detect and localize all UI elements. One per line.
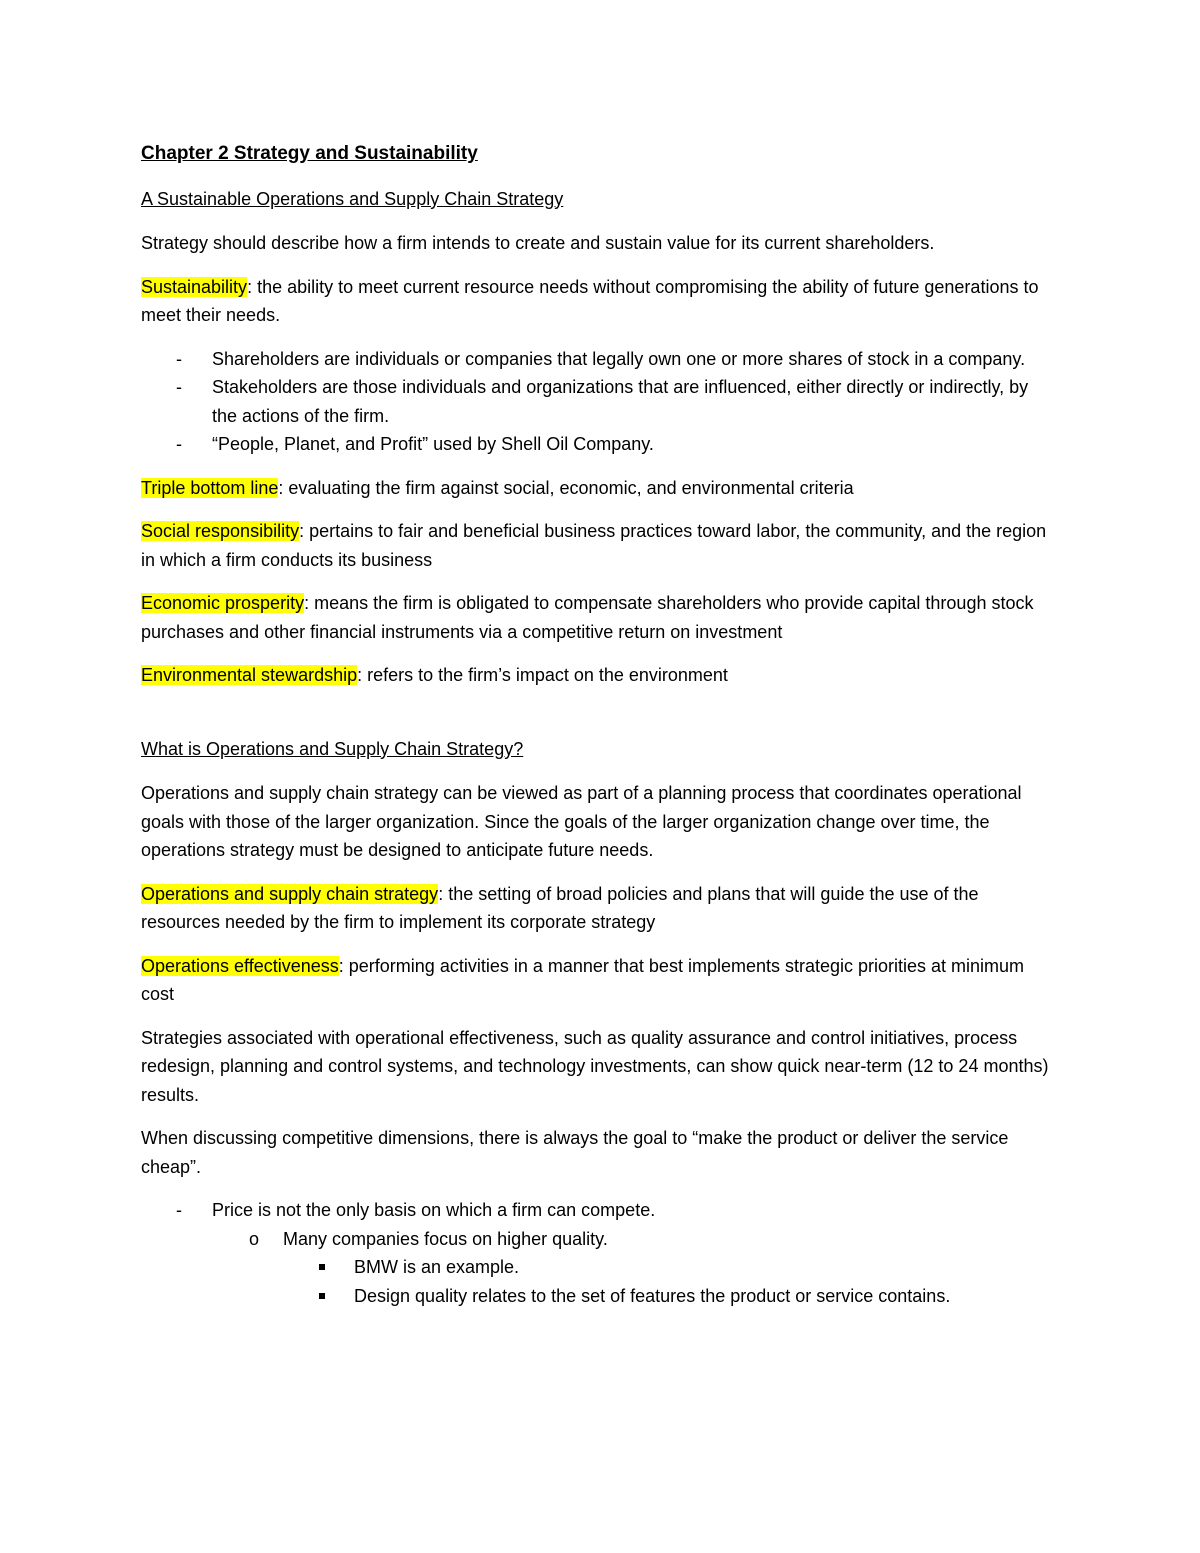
circle-bullet: o (249, 1228, 260, 1249)
highlighted-term: Social responsibility (141, 521, 300, 541)
environmental-stewardship-definition (141, 661, 1056, 690)
competitive-dimensions-paragraph: When discussing competitive dimensions, there is always the goal to “make the product or deliver the service cheap”. (141, 1128, 1009, 1177)
definition-text: : the setting of broad policies and plans that will guide the use of the resources needed by the firm to implement its corporate strategy (141, 883, 979, 932)
ops-effectiveness-definition (141, 952, 1056, 1009)
list-item: - Price is not the only basis on which a firm can compete. o Many companies focus on higher quality. BMW is an example. Design quality relates to the set of features the product or service contains. (141, 1196, 1056, 1310)
ops-strategy-intro: Operations and supply chain strategy can be viewed as part of a planning process that coordinates operational goals with those of the larger organization. Since the goals of the larger organization change over time, the operations strategy must be designed to anticipate future needs. (141, 783, 1022, 860)
dash-bullet: - (176, 1200, 182, 1220)
sustainability-definition (141, 273, 1056, 330)
square-bullet-icon (319, 1293, 325, 1299)
triple-bottom-line-definition (141, 474, 1056, 503)
definition-text: : evaluating the firm against social, economic, and environmental criteria (278, 477, 854, 498)
list-item: - Stakeholders are those individuals and organizations that are influenced, either directly or indirectly, by the actions of the firm. (141, 373, 1056, 430)
definition-text: : pertains to fair and beneficial business practices toward labor, the community, and the region in which a firm conducts its business (141, 521, 1047, 570)
list-item: - Shareholders are individuals or companies that legally own one or more shares of stock in a company. (141, 345, 1056, 374)
list-item: BMW is an example. (283, 1253, 1056, 1282)
definition-text: : the ability to meet current resource needs without compromising the ability of future generations to meet their needs. (141, 276, 1039, 325)
highlighted-term: Environmental stewardship (141, 665, 358, 685)
definition-text: : refers to the firm’s impact on the environment (357, 665, 728, 685)
economic-prosperity-definition (141, 589, 1056, 646)
definition-text: : performing activities in a manner that best implements strategic priorities at minimum cost (141, 955, 1025, 1004)
list-item: - “People, Planet, and Profit” used by Shell Oil Company. (141, 430, 1056, 459)
dash-bullet: - (176, 434, 182, 454)
sub-sub-list (283, 1253, 1056, 1310)
section-heading-sustainable: A Sustainable Operations and Supply Chain Strategy (141, 188, 564, 209)
square-bullet-icon (319, 1264, 325, 1270)
social-responsibility-definition (141, 517, 1056, 574)
highlighted-term: Economic prosperity (141, 593, 305, 613)
list-item: o Many companies focus on higher quality. BMW is an example. Design quality relates to the set of features the product or service contains. (212, 1225, 1056, 1311)
dash-bullet: - (176, 377, 182, 397)
ops-supply-chain-strategy-definition (141, 880, 1056, 937)
strategies-paragraph: Strategies associated with operational effectiveness, such as quality assurance and control initiatives, process redesign, planning and control systems, and technology investments, can show quick near-term (12 to 24 months) results. (141, 1027, 1049, 1105)
highlighted-term: Operations and supply chain strategy (141, 883, 439, 904)
strategy-intro: Strategy should describe how a firm intends to create and sustain value for its current shareholders. (141, 233, 935, 253)
spacer (141, 705, 1056, 735)
highlighted-term: Operations effectiveness (141, 955, 339, 976)
highlighted-term: Sustainability (141, 276, 248, 297)
definition-text: : means the firm is obligated to compensate shareholders who provide capital through stock purchases and other financial instruments via a competitive return on investment (141, 593, 1034, 642)
competition-list (141, 1196, 1056, 1310)
document-page (141, 140, 1056, 1325)
dash-bullet: - (176, 348, 182, 369)
chapter-title: Chapter 2 Strategy and Sustainability (141, 143, 478, 164)
sub-list (212, 1225, 1056, 1311)
stakeholder-list (141, 345, 1056, 459)
list-item: Design quality relates to the set of features the product or service contains. (283, 1282, 1056, 1311)
section-heading-ops-strategy: What is Operations and Supply Chain Strategy? (141, 738, 524, 759)
highlighted-term: Triple bottom line (141, 477, 279, 498)
